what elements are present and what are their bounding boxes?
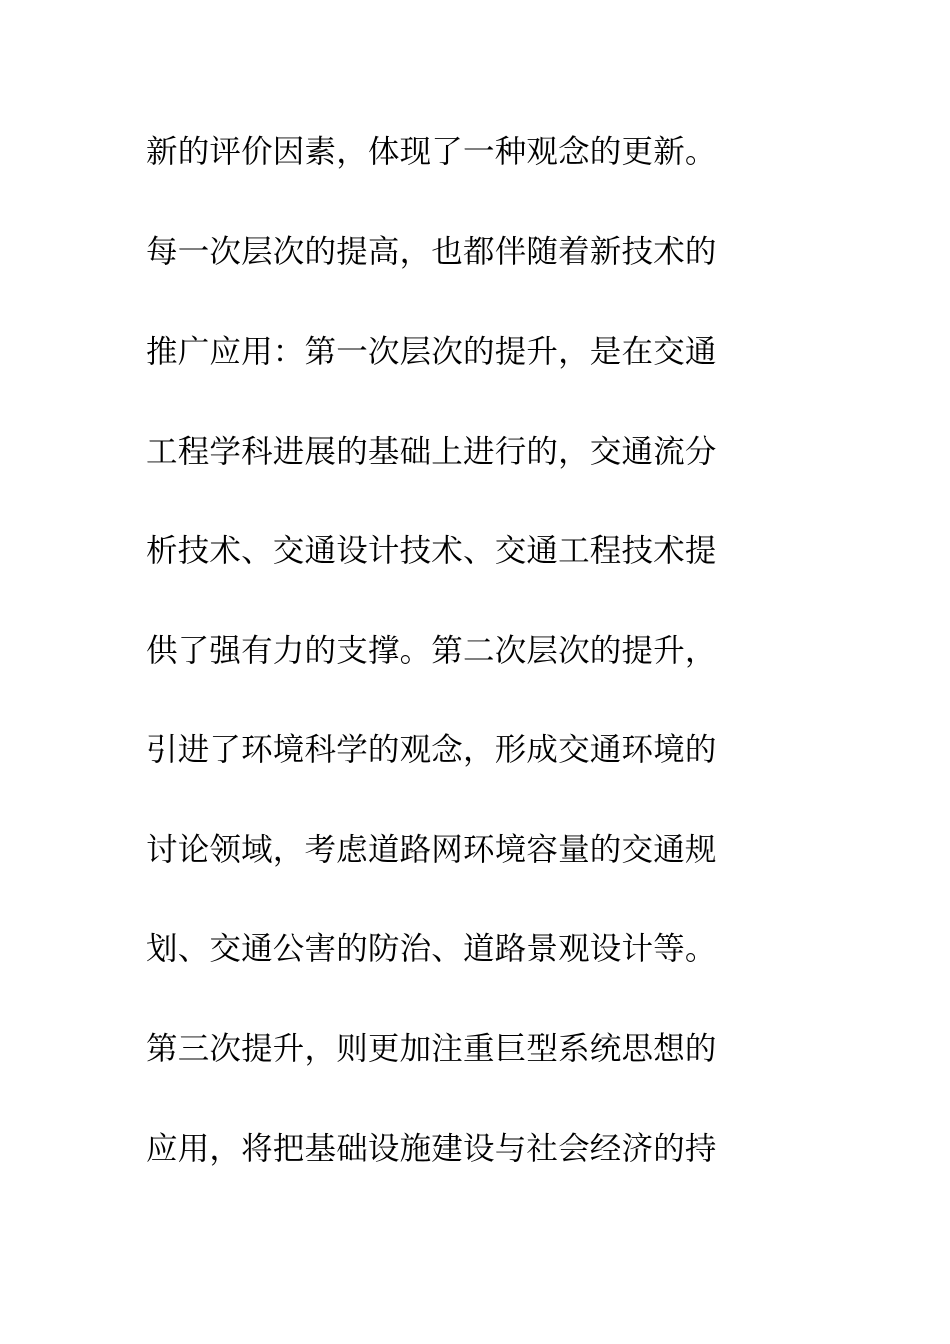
paragraph-line-6: 供了强有力的支撑。第二次层次的提升， [146,633,717,669]
paragraph-line-2: 每一次层次的提高，也都伴随着新技术的 [146,234,717,270]
paragraph-line-10: 第三次提升，则更加注重巨型系统思想的 [146,1031,717,1067]
paragraph-line-11: 应用，将把基础设施建设与社会经济的持 [146,1131,717,1167]
paragraph-line-5: 析技术、交通设计技术、交通工程技术提 [146,533,717,569]
paragraph-line-1: 新的评价因素，体现了一种观念的更新。 [146,134,717,170]
paragraph-line-8: 讨论领域，考虑道路网环境容量的交通规 [146,832,717,868]
paragraph-line-7: 引进了环境科学的观念，形成交通环境的 [146,732,717,768]
paragraph-line-9: 划、交通公害的防治、道路景观设计等。 [146,931,717,967]
paragraph-line-3: 推广应用：第一次层次的提升，是在交通 [146,334,717,370]
paragraph-line-4: 工程学科进展的基础上进行的，交通流分 [146,434,717,470]
